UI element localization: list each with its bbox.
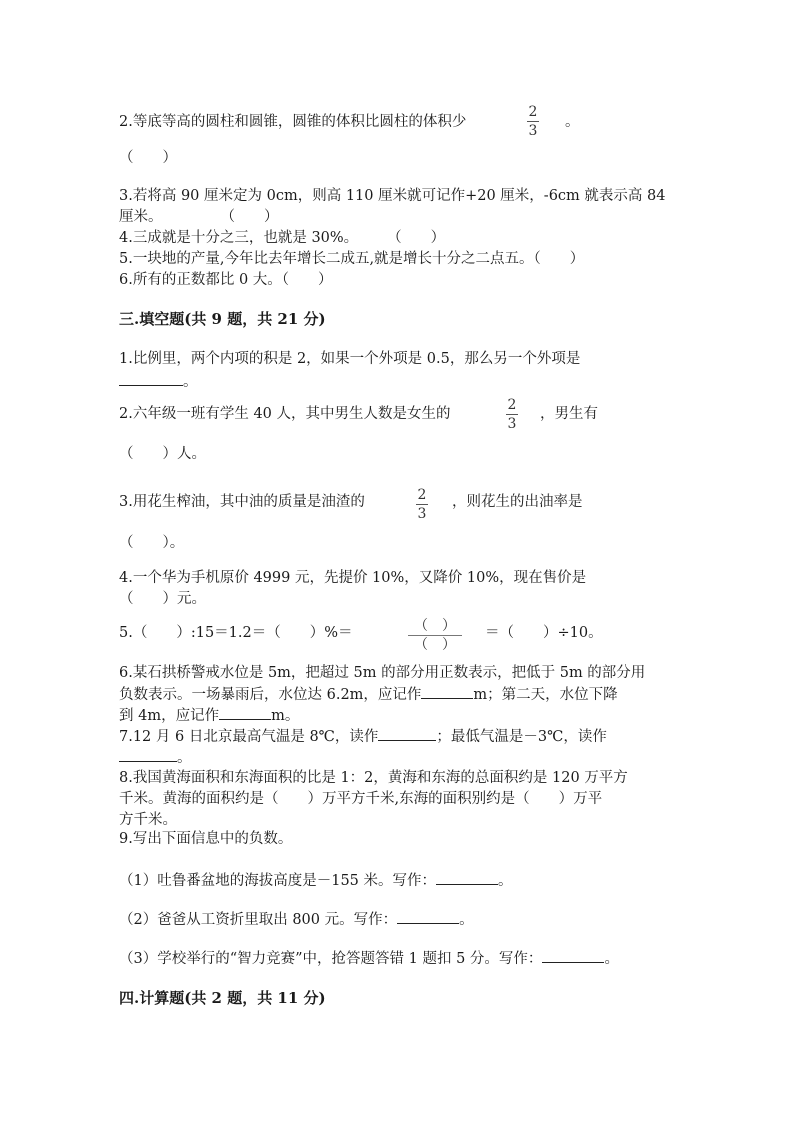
fill-q3-line2: （ ）。: [119, 535, 185, 551]
judge-q6: 6.所有的正数都比 0 大。（ ）: [119, 272, 333, 288]
fraction-numerator: （ ）: [414, 618, 456, 634]
fraction-denominator: 3: [528, 123, 538, 139]
judge-q2-answer[interactable]: （ ）: [119, 150, 177, 166]
fill-q9-title: 9.写出下面信息中的负数。: [119, 831, 293, 847]
section-4-title: 四.计算题(共 2 题，共 11 分): [119, 989, 326, 1007]
fill-q6-line2: 负数表示。一场暴雨后，水位达 6.2m，应记作 m；第二天，水位下降: [119, 684, 618, 705]
fill-q9-item2: （2）爸爸从工资折里取出 800 元。写作： 。: [119, 909, 474, 930]
fill-q1-line2: 。: [119, 371, 198, 392]
fill-q3-after: ，则花生的出油率是: [452, 494, 583, 510]
answer-blank[interactable]: [421, 684, 473, 699]
fill-q3-fraction: [416, 487, 428, 522]
answer-blank[interactable]: [119, 747, 177, 762]
fill-q1-line1: 1.比例里，两个内项的积是 2，如果一个外项是 0.5，那么另一个外项是: [119, 351, 581, 367]
fraction-bar: [527, 121, 539, 122]
fraction-bar: [408, 635, 462, 636]
fill-q5-part1: 5.（ ）:15＝1.2＝（ ）%＝: [119, 625, 353, 641]
fill-q6-line1: 6.某石拱桥警戒水位是 5m，把超过 5m 的部分用正数表示，把低于 5m 的部分用: [119, 665, 646, 681]
answer-blank[interactable]: [219, 705, 271, 720]
answer-blank[interactable]: [397, 909, 459, 924]
judge-q3-line2: 厘米。 （ ）: [119, 209, 279, 225]
judge-q5: 5.一块地的产量,今年比去年增长二成五,就是增长十分之二点五。（ ）: [119, 251, 585, 267]
fill-q5-fraction: [408, 618, 462, 653]
fill-q4-line2: （ ）元。: [119, 591, 206, 607]
fill-q8-line1: 8.我国黄海面积和东海面积的比是 1：2，黄海和东海的总面积约是 120 万平方: [119, 770, 628, 786]
fill-q7-line2: 。: [119, 747, 192, 768]
fraction-numerator: 2: [528, 104, 538, 120]
judge-q4: 4.三成就是十分之三，也就是 30%。 （ ）: [119, 230, 446, 246]
fill-q2-line2: （ ）人。: [119, 446, 206, 462]
fraction-numerator: 2: [507, 397, 517, 413]
fill-q9-item3: （3）学校举行的“智力竞赛”中，抢答题答错 1 题扣 5 分。写作： 。: [119, 948, 619, 969]
fraction-numerator: 2: [417, 487, 427, 503]
fraction-bar: [506, 414, 518, 415]
judge-q2-fraction: [527, 104, 539, 139]
fill-q2-after: ，男生有: [540, 406, 598, 422]
answer-blank[interactable]: [378, 726, 436, 741]
fraction-denominator: （ ）: [414, 637, 456, 653]
section-3-title: 三.填空题(共 9 题，共 21 分): [119, 310, 326, 328]
fill-q8-line3: 方千米。: [119, 812, 177, 828]
fill-q2-line1: 2.六年级一班有学生 40 人，其中男生人数是女生的: [119, 406, 451, 422]
fill-q2-fraction: [506, 397, 518, 432]
fill-q8-line2: 千米。黄海的面积约是（ ）万平方千米,东海的面积别约是（ ）万平: [119, 791, 603, 807]
judge-q2-end: 。: [565, 114, 580, 130]
judge-q2: 2.等底等高的圆柱和圆锥，圆锥的体积比圆柱的体积少: [119, 114, 467, 130]
fraction-denominator: 3: [417, 506, 427, 522]
fill-q5-part2: ＝（ ）÷10。: [485, 625, 603, 641]
judge-q3-line1: 3.若将高 90 厘米定为 0cm，则高 110 厘米就可记作+20 厘米，-6cm 就表示高 84: [119, 188, 666, 204]
fill-q7-line1: 7.12 月 6 日北京最高气温是 8℃，读作 ；最低气温是－3℃，读作: [119, 726, 607, 747]
fill-q9-item1: （1）吐鲁番盆地的海拔高度是－155 米。写作： 。: [119, 870, 513, 891]
fraction-bar: [416, 504, 428, 505]
fill-q6-line3: 到 4m，应记作 m。: [119, 705, 299, 726]
fill-q3-line1: 3.用花生榨油，其中油的质量是油渣的: [119, 494, 365, 510]
answer-blank[interactable]: [119, 371, 183, 386]
fraction-denominator: 3: [507, 416, 517, 432]
fill-q4-line1: 4.一个华为手机原价 4999 元，先提价 10%，又降价 10%，现在售价是: [119, 570, 587, 586]
answer-blank[interactable]: [542, 948, 604, 963]
answer-blank[interactable]: [436, 870, 498, 885]
